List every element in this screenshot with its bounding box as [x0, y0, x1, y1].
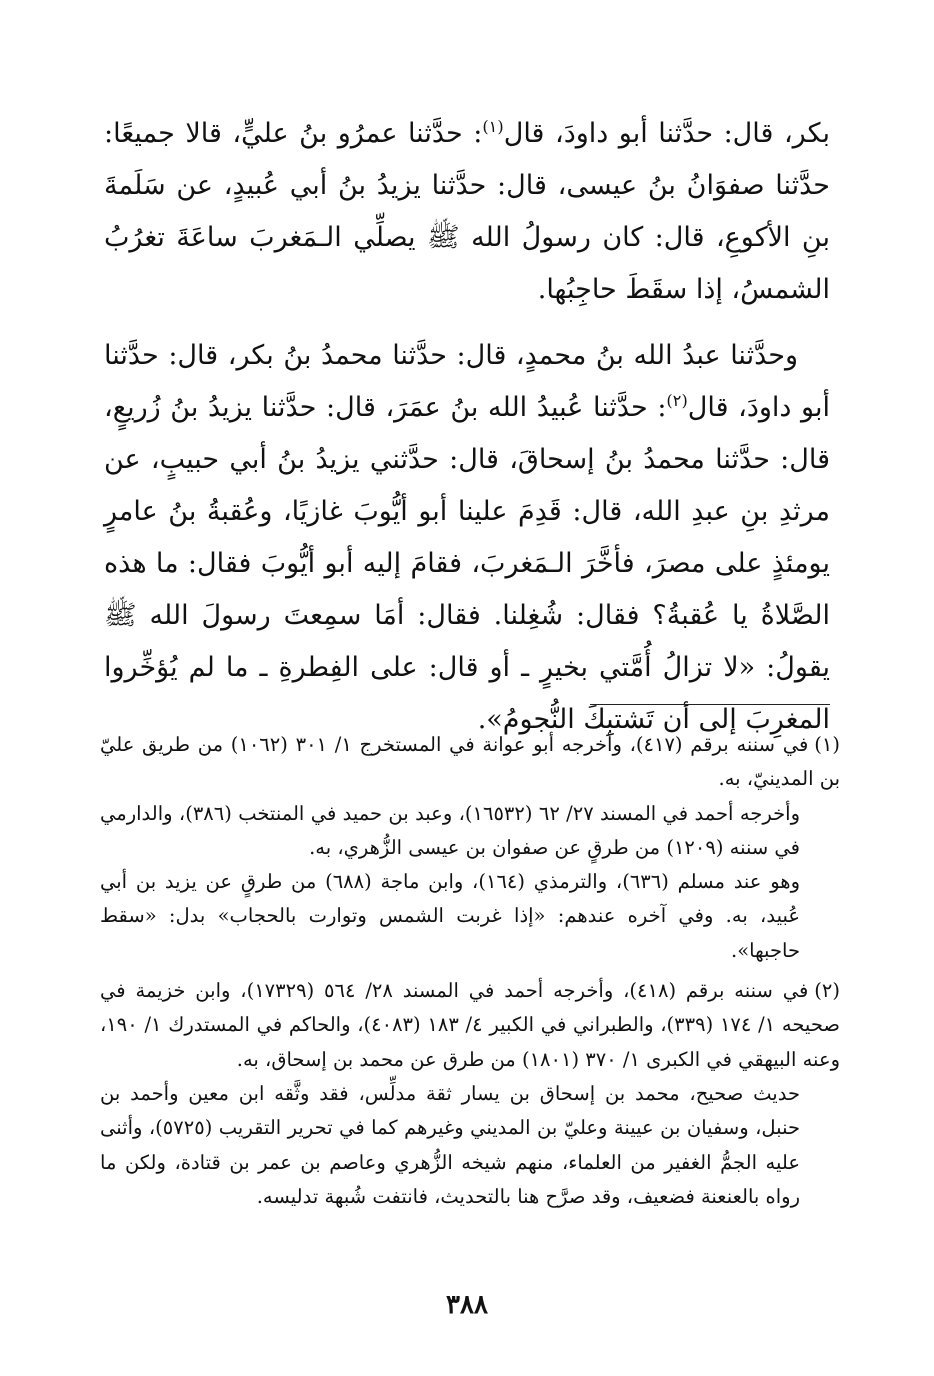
main-paragraph-2 [104, 330, 830, 746]
footnote-1-para-2: وأخرجه أحمد في المسند ٢٧/ ٦٢ (١٦٥٣٢)، وعبد بن حميد في المنتخب (٣٨٦)، والدارمي في سننه (١٢٠٩) من طرقٍ عن صفوان بن عيسى الزُّهري، به. [100, 801, 800, 859]
footnote-1 [100, 728, 840, 797]
footnote-ref-1: (١) [482, 117, 504, 136]
footnote-1-para-3: وهو عند مسلم (٦٣٦)، والترمذي (١٦٤)، وابن ماجة (٦٨٨) من طرقٍ عن يزيد بن أبي عُبيد، به. وفي آخره عندهم: «إذا غربت الشمس وتوارت بالحجاب» بدل: «سقط حاجبها». [100, 870, 800, 962]
main-text-body [104, 108, 830, 746]
footnote-2 [100, 974, 840, 1077]
footnotes-section [100, 728, 840, 1214]
page-number: ٣٨٨ [446, 1290, 488, 1320]
footnote-2-para-2: حديث صحيح، محمد بن إسحاق بن يسار ثقة مدلِّس، فقد وثَّقه ابن معين وأحمد بن حنبل، وسفيان بن عيينة وعليّ بن المديني وغيرهم كما في تحرير التقريب (٥٧٢٥)، وأثنى عليه الجمُّ الغفير من العلماء، منهم شيخه الزُّهري وعاصم بن عمر بن قتادة، ولكن ما رواه بالعنعنة فضعيف، وقد صرَّح هنا بالتحديث، فانتفت شُبهة تدليسه. [100, 1081, 801, 1208]
paragraph-1-text-end: : حدَّثنا عمرُو بنُ عليٍّ، قالا جميعًا: حدَّثنا صفوَانُ بنُ عيسى، قال: حدَّثنا يزيدُ بنُ أبي عُبيدٍ، عن سَلَمةَ بنِ الأكوعِ، قال: كان رسولُ الله ﷺ يصلِّي الـمَغربَ ساعَةَ تغرُبُ الشمسُ، إذا سقَطَ حاجِبُها. [104, 118, 830, 305]
footnote-2-number: (٢) [814, 979, 840, 1003]
footnote-2-line-1: في سننه برقم (٤١٨)، وأخرجه أحمد في المسند ٢٨/ ٥٦٤ (١٧٣٢٩)، وابن خزيمة في صحيحه ١/ ١٧٤ (٣٣٩)، والطبراني في الكبير ٤/ ١٨٣ (٤٠٨٣)، والحاكم في المستدرك ١/ ١٩٠، وعنه البيهقي في الكبرى ١/ ٣٧٠ (١٨٠١) من طرق عن محمد بن إسحاق، به. [100, 979, 840, 1071]
paragraph-2-text-end: : حدَّثنا عُبيدُ الله بنُ عمَرَ، قال: حدَّثنا يزيدُ بنُ زُريعٍ، قال: حدَّثنا محمدُ بنُ إسحاقَ، قال: حدَّثني يزيدُ بنُ أبي حبيبٍ، عن مرثدِ بنِ عبدِ الله، قال: قَدِمَ علينا أبو أيُّوبَ غازيًا، وعُقبةُ بنُ عامرٍ يومئذٍ على مصرَ، فأخَّرَ الـمَغربَ، فقامَ إليه أبو أيُّوبَ فقال: ما هذه الصَّلاةُ يا عُقبةُ؟ فقال: شُغِلنا. فقال: أمَا سمِعتَ رسولَ الله ﷺ يقولُ: «لا تزالُ أُمَّتي بخيرٍ ـ أو قال: على الفِطرةِ ـ ما لم يُؤخِّروا المغرِبَ إلى أن تَشتبِكَ النُّجومُ». [104, 392, 830, 735]
paragraph-1-text-start: بكر، قال: حدَّثنا أبو داودَ، قال [503, 118, 830, 149]
footnote-separator [590, 704, 830, 705]
main-paragraph-1 [104, 108, 830, 316]
footnote-ref-2: (٢) [666, 391, 688, 410]
footnote-1-number: (١) [814, 733, 840, 756]
paragraph-2-text-start: وحدَّثنا عبدُ الله بنُ محمدٍ، قال: حدَّثنا محمدُ بنُ بكر، قال: حدَّثنا أبو داودَ، قال [104, 340, 830, 423]
footnote-1-line-1: في سننه برقم (٤١٧)، وأخرجه أبو عوانة في المستخرج ١/ ٣٠١ (١٠٦٢) من طريق عليّ بن المدينيّ، به. [100, 733, 840, 791]
